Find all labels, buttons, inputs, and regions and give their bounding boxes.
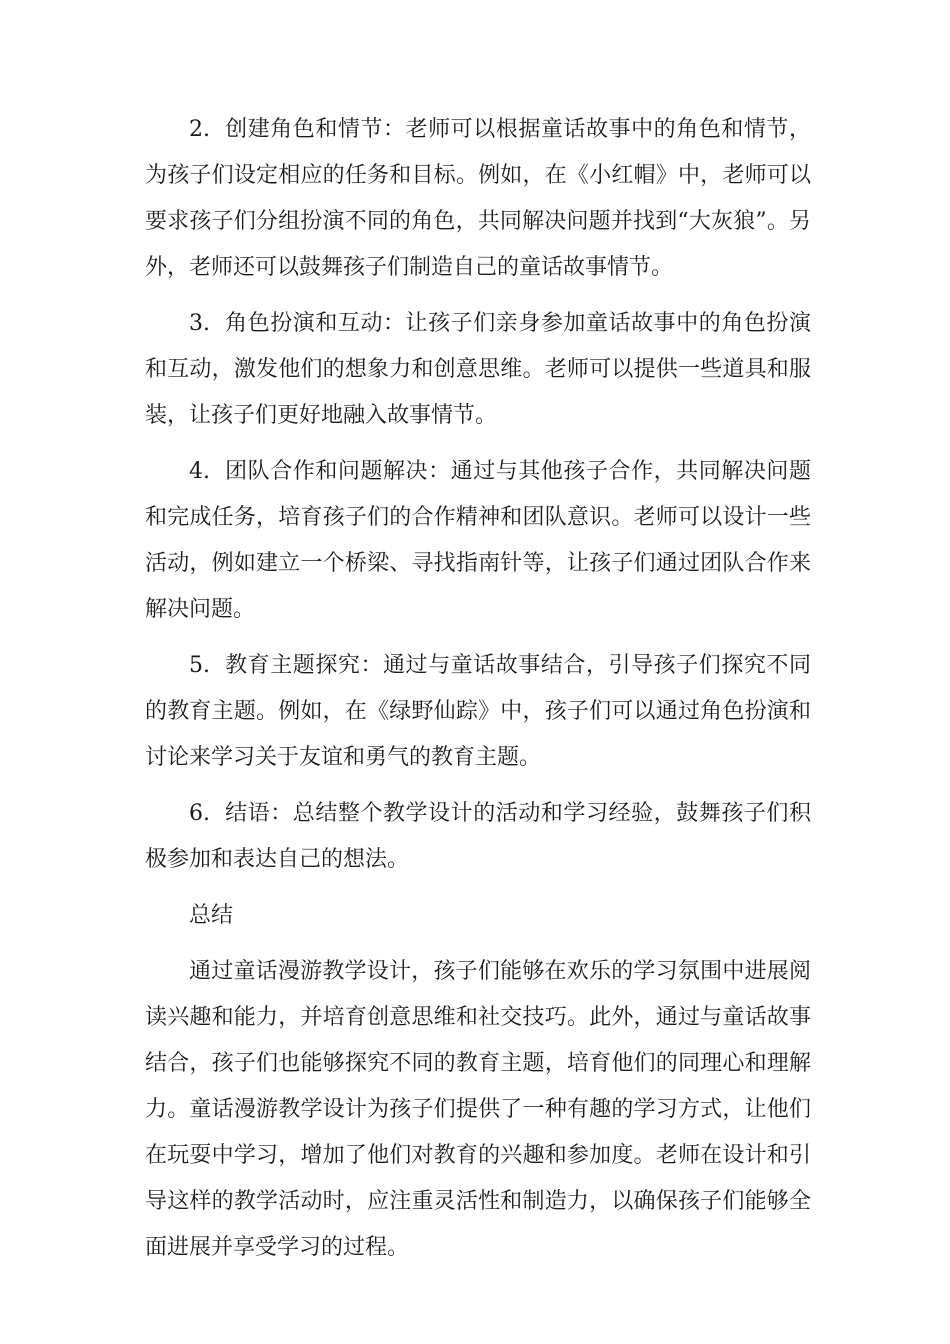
- list-item-number: 5.: [189, 653, 210, 678]
- list-item-number: 3.: [189, 311, 210, 336]
- summary-paragraph: 通过童话漫游教学设计，孩子们能够在欢乐的学习氛围中进展阅读兴趣和能力，并培育创意思维和社交技巧。此外，通过与童话故事结合，孩子们也能够探究不同的教育主题，培育他们的同理心和理解力。童话漫游教学设计为孩子们提供了一种有趣的学习方式，让他们在玩耍中学习，增加了他们对教育的兴趣和参加度。老师在设计和引导这样的教学活动时，应注重灵活性和制造力，以确保孩子们能够全面进展并享受学习的过程。: [145, 959, 811, 1260]
- list-item-number: 4.: [189, 459, 210, 484]
- section-heading: 总结: [189, 903, 234, 928]
- list-item-text: 团队合作和问题解决：通过与其他孩子合作，共同解决问题和完成任务，培育孩子们的合作精神和团队意识。老师可以设计一些活动，例如建立一个桥梁、寻找指南针等，让孩子们通过团队合作来解决问题。: [145, 459, 811, 622]
- list-item: [145, 107, 811, 291]
- list-item-text: 教育主题探究：通过与童话故事结合，引导孩子们探究不同的教育主题。例如，在《绿野仙踪》中，孩子们可以通过角色扮演和讨论来学习关于友谊和勇气的教育主题。: [145, 653, 811, 770]
- list-item: [145, 301, 811, 439]
- list-item-number: 2.: [189, 117, 210, 142]
- list-item: [145, 643, 811, 781]
- document-body: [145, 107, 811, 1271]
- list-item: [145, 449, 811, 633]
- list-item-number: 6.: [189, 801, 210, 826]
- list-item-text: 结语：总结整个教学设计的活动和学习经验，鼓舞孩子们积极参加和表达自己的想法。: [145, 801, 811, 872]
- list-item: [145, 791, 811, 883]
- list-item-text: 创建角色和情节：老师可以根据童话故事中的角色和情节，为孩子们设定相应的任务和目标。例如，在《小红帽》中，老师可以要求孩子们分组扮演不同的角色，共同解决问题并找到“大灰狼”。另外，老师还可以鼓舞孩子们制造自己的童话故事情节。: [145, 117, 811, 280]
- list-item-text: 角色扮演和互动：让孩子们亲身参加童话故事中的角色扮演和互动，激发他们的想象力和创意思维。老师可以提供一些道具和服装，让孩子们更好地融入故事情节。: [145, 311, 811, 428]
